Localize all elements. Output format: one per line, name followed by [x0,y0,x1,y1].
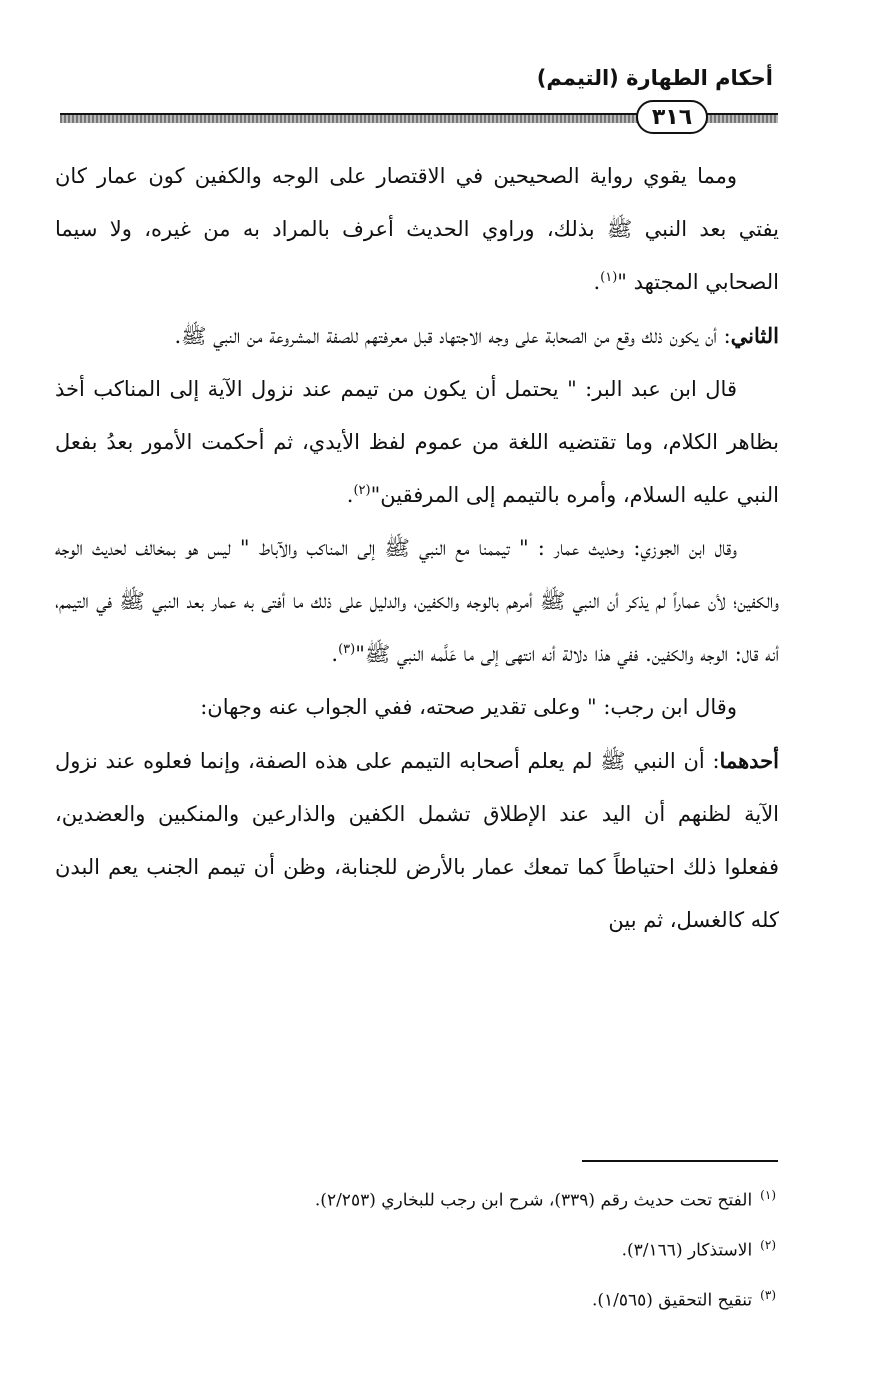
footnote-text: الفتح تحت حديث رقم (٣٣٩)، شرح ابن رجب للبخاري (٢/٢٥٣). [314,1190,753,1211]
footnote-text: تنقيح التحقيق (١/٥٦٥). [591,1290,753,1311]
footnote [60,1230,776,1280]
footnote [60,1280,776,1330]
paragraph: ومما يقوي رواية الصحيحين في الاقتصار على الوجه والكفين كون عمار كان يفتي بعد النبي ﷺ بذلك، وراوي الحديث أعرف بالمراد به من غيره، ولا سيما الصحابي المجتهد "$^{(١)}$. [55,164,779,294]
footnote [60,1180,776,1230]
footnote-separator [582,1160,778,1162]
paragraph: وقال ابن الجوزي: وحديث عمار : " تيممنا مع النبي ﷺ إلى المناكب والآباط " ليس هو بمخالف لحديث الوجه والكفين؛ لأن عماراً لم يذكر أن النبي ﷺ أمرهم بالوجه والكفين، والدليل على ذلك ما أفتى به عمار بعد النبي ﷺ في التيمم، أنه قال: الوجه والكفين. ففي هذا دلالة أنه انتهى إلى ما عَلَّمه النبي ﷺ"$^{(٣)}$. [55,536,779,666]
paragraph: أحدهما: أن النبي ﷺ لم يعلم أصحابه التيمم على هذه الصفة، وإنما فعلوه عند نزول الآية لظنهم أن اليد عند الإطلاق تشمل الكفين والذارعين والمنكبين والعضدين، ففعلوا ذلك احتياطاً كما تمعك عمار بالأرض للجنابة، وظن أن تيمم الجنب يعم البدن كله كالغسل، ثم بين [55,748,779,932]
paragraph: الثاني: أن يكون ذلك وقع من الصحابة على وجه الاجتهاد قبل معرفتهم للصفة المشروعة من النبي ﷺ. [174,323,779,348]
paragraph: وقال ابن رجب: " وعلى تقدير صحته، ففي الجواب عنه وجهان: [200,695,737,719]
footnote-text: الاستذكار (٣/١٦٦). [621,1240,753,1261]
paragraph: قال ابن عبد البر: " يحتمل أن يكون من تيمم عند نزول الآية إلى المناكب أخذ بظاهر الكلام، وما تقتضيه اللغة من عموم لفظ الأيدي، ثم أحكمت الأمور بعدُ بفعل النبي عليه السلام، وأمره بالتيمم إلى المرفقين"$^{(٢)}$. [55,377,779,507]
footnote-ref: (٣) [338,642,356,657]
footnote-ref: (٢) [353,483,371,498]
header-rule-left [60,113,640,123]
running-header-title: أحكام الطهارة (التيمم) [536,66,773,90]
paragraph-lead: الثاني [730,323,779,348]
header-rule-right [706,113,778,123]
footnote-ref: (١) [600,270,618,285]
main-text [55,150,779,947]
footnotes [60,1180,776,1330]
footnote-number: (٣) [760,1288,776,1302]
page-number: ٣١٦ [636,100,708,134]
paragraph-lead: أحدهما [719,748,779,773]
footnote-number: (١) [760,1188,776,1202]
footnote-number: (٢) [760,1238,776,1252]
